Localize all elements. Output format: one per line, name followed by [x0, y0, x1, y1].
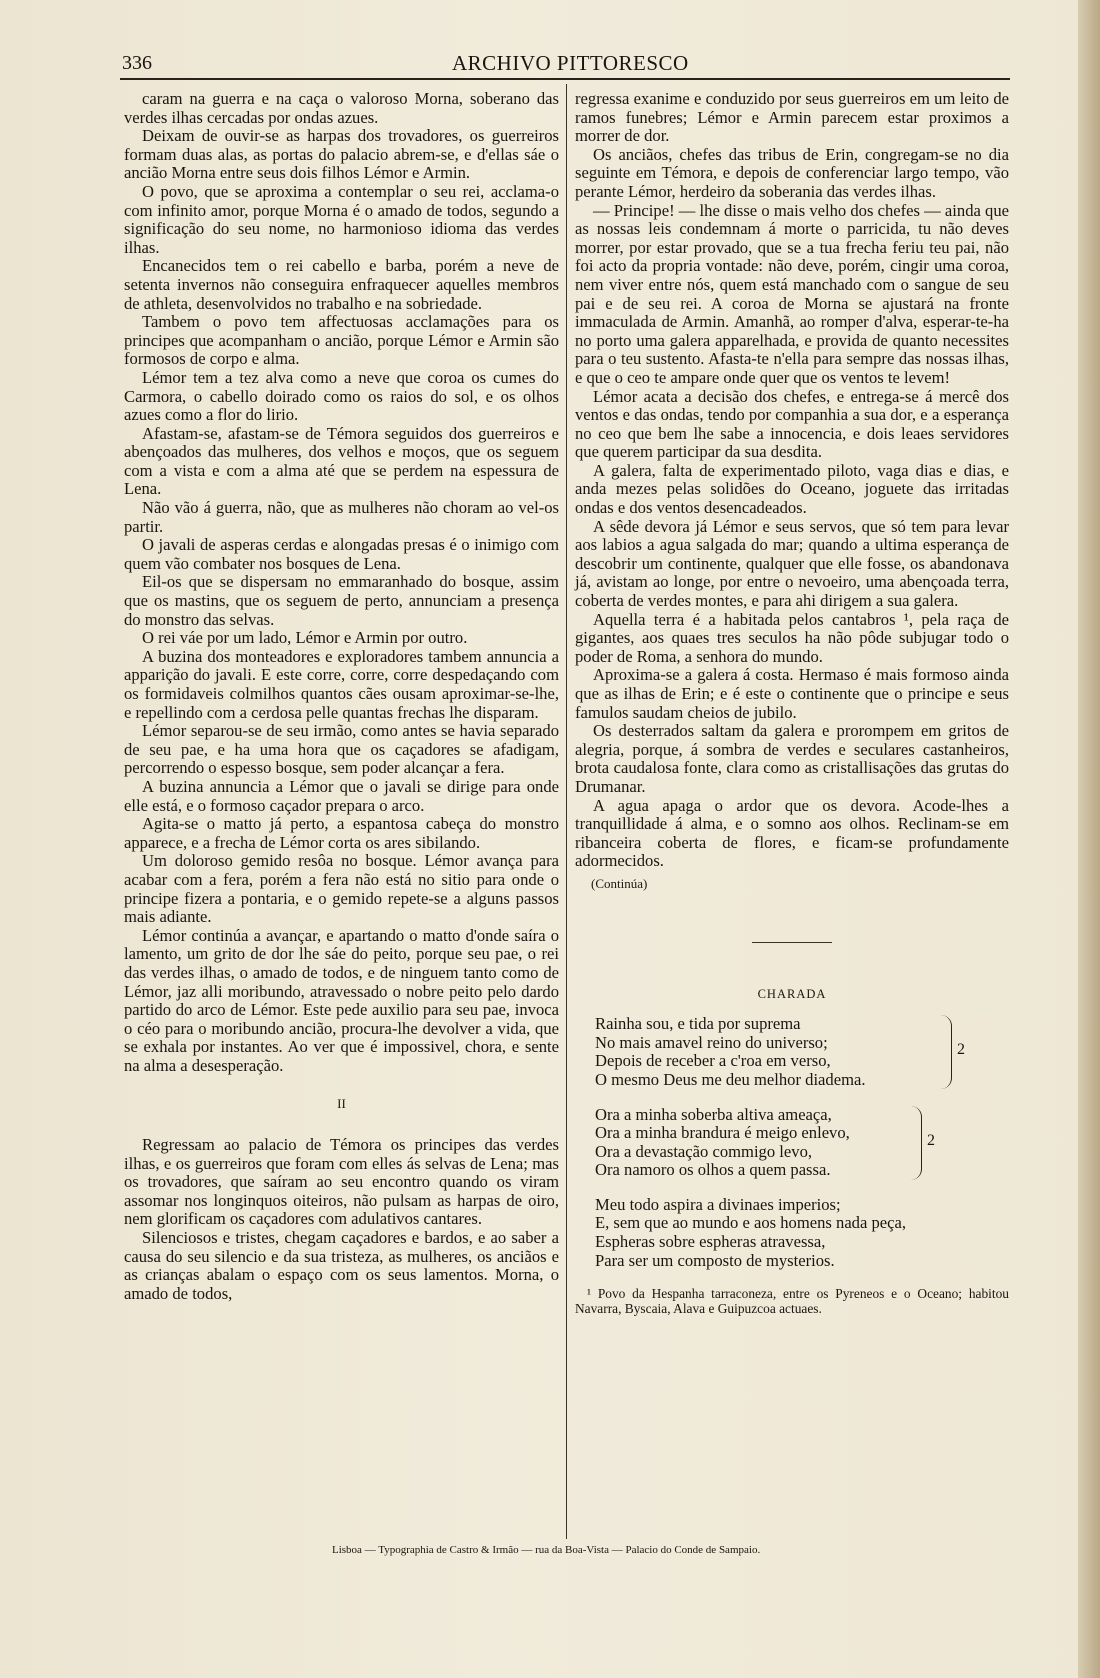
- right-column: [575, 90, 1009, 1316]
- verse-line: Depois de receber a c'roa em verso,: [595, 1051, 831, 1071]
- charada-stanza-1: [595, 1015, 1009, 1089]
- paragraph: Tambem o povo tem affectuosas acclamações para os principes que acompanham o ancião, porque Lémor e Armin são formosos de corpo e alma.: [124, 312, 559, 369]
- paragraph: A sêde devora já Lémor e seus servos, que só tem para levar aos labios a agua salgada do mar; quando a ultima esperança de descobrir um continente, qualquer que elle fosse, os abandonava já, avistam ao longe, por entre o nevoeiro, uma abençoada terra, coberta de verdes montes, e para ahi dirigem a sua galera.: [575, 516, 1009, 611]
- paragraph: O rei váe por um lado, Lémor e Armin por outro.: [142, 628, 468, 648]
- column-divider: [566, 84, 567, 1539]
- charada-title: CHARADA: [757, 986, 827, 1001]
- verse-line: Ora a devastação commigo levo,: [595, 1141, 813, 1161]
- syllable-count: 2: [957, 1041, 965, 1059]
- paragraph: — Principe! — lhe disse o mais velho dos chefes — ainda que as nossas leis condemnam á morte o parricida, tu não deves morrer, por estar provado, que se a tua frecha feriu teu pai, não foi acto da propria vontade: não deve, porém, cingir uma coroa, nem viver entre nós, quem está manchado com o sangue de seu pai e de seu rei. A coroa de Morna se ajustará na fronte immaculada de Armin. Amanhã, ao romper d'alva, esperar-te-ha no porto uma galera apparelhada, e provida de quanto necessites para o teu sustento. Afasta-te n'ella para sempre das nossas ilhas, e que o ceo te ampare onde quer que os ventos te levem!: [575, 200, 1009, 387]
- paragraph: regressa exanime e conduzido por seus guerreiros em um leito de ramos funebres; Lémor e Armin parecem estar proximos a morrer de dor.: [575, 89, 1009, 146]
- paragraph: O javali de asperas cerdas e alongadas presas é o inimigo com quem vão combater nos bosques de Lena.: [124, 535, 559, 573]
- paragraph: Afastam-se, afastam-se de Témora seguidos dos guerreiros e abençoados das mulheres, dos velhos e moços, que os seguem com a vista e com a alma até que se perdem na espessura de Lena.: [124, 423, 559, 499]
- paragraph: Aquella terra é a habitada pelos cantabros ¹, pela raça de gigantes, aos quaes tres seculos ha não pôde subjugar todo o poder de Roma, a senhora do mundo.: [575, 609, 1009, 666]
- paragraph: Silenciosos e tristes, chegam caçadores e bardos, e ao saber a causa do seu silencio e da sua tristeza, as mulheres, os anciãos e as crianças abalam o espaço com os seus lamentos. Morna, o amado de todos,: [124, 1228, 559, 1303]
- continued-note: (Continúa): [591, 875, 648, 891]
- paragraph: A buzina dos monteadores e exploradores tambem annuncia a apparição do javali. E este corre, corre, corre despedaçando com os formidaveis colmilhos quantos cães ousam aproximar-se-lhe, e repellindo com a cerdosa pelle quantas frechas lhe disparam.: [124, 646, 559, 722]
- charada-stanza-2: [595, 1106, 1009, 1180]
- paragraph: A agua apaga o ardor que os devora. Acode-lhes a tranquillidade á alma, e o somno aos olhos. Reclinam-se em ribanceira coberta de flores, e ficam-se profundamente adormecidos.: [575, 795, 1009, 871]
- left-column: [124, 90, 559, 1303]
- section-numeral: II: [337, 1096, 346, 1112]
- imprint-line: Lisboa — Typographia de Castro & Irmão — rua da Boa-Vista — Palacio do Conde de Sampaio.: [332, 1544, 761, 1556]
- paragraph: Deixam de ouvir-se as harpas dos trovadores, os guerreiros formam duas alas, as portas do palacio abrem-se, e d'ellas sáe o ancião Morna entre seus dois filhos Lémor e Armin.: [124, 126, 559, 183]
- paragraph: Os anciãos, chefes das tribus de Erin, congregam-se no dia seguinte em Témora, e depois de conferenciar largo tempo, vão perante Lémor, herdeiro da soberania das verdes ilhas.: [575, 144, 1009, 201]
- verse-line: Espheras sobre espheras atravessa,: [595, 1232, 826, 1252]
- paragraph: Não vão á guerra, não, que as mulheres não choram ao vel-os partir.: [124, 498, 559, 536]
- paragraph: A buzina annuncia a Lémor que o javali se dirige para onde elle está, e o formoso caçador prepara o arco.: [124, 776, 559, 815]
- header-rule: [120, 78, 1010, 80]
- paragraph: Regressam ao palacio de Témora os principes das verdes ilhas, e os guerreiros que foram com elles ás selvas de Lena; mas os trovadores, que saíram ao seu encontro quando os viram assomar nos longinquos oiteiros, não pulsam as harpas de oiro, nem glorificam os caçadores com adulativos cantares.: [124, 1135, 559, 1229]
- running-title: ARCHIVO PITTORESCO: [452, 51, 689, 75]
- verse-line: O mesmo Deus me deu melhor diadema.: [595, 1069, 866, 1089]
- brace: [941, 1015, 952, 1089]
- paragraph: Lémor acata a decisão dos chefes, e entrega-se á mercê dos ventos e das ondas, tendo por companhia a sua dor, e a esperança no ceo que bem lhe sabe a innocencia, e dois leaes servidores que querem participar da sua desdita.: [575, 386, 1009, 462]
- paragraph: Lémor separou-se de seu irmão, como antes se havia separado de seu pae, e ha uma hora que os caçadores se afadigam, percorrendo o espesso bosque, sem poder alcançar a fera.: [124, 721, 559, 778]
- paragraph: Aproxima-se a galera á costa. Hermaso é mais formoso ainda que as ilhas de Erin; e é este o continente que o principe e seus famulos saudam cheios de jubilo.: [575, 665, 1009, 722]
- verse-line: Ora a minha brandura é meigo enlevo,: [595, 1123, 850, 1143]
- page-header: [122, 48, 1010, 82]
- page-spine-edge: [1078, 0, 1100, 1678]
- paragraph: Os desterrados saltam da galera e prorompem em gritos de alegria, porque, á sombra de verdes e seculares castanheiros, brota caudalosa fonte, clara como as cristallisações das grutas do Drumanar.: [575, 721, 1009, 796]
- verse-line: E, sem que ao mundo e aos homens nada peça,: [595, 1213, 907, 1233]
- verse-line: Meu todo aspira a divinaes imperios;: [595, 1194, 841, 1214]
- verse-line: No mais amavel reino do universo;: [595, 1032, 828, 1052]
- paragraph: Eil-os que se dispersam no emmaranhado do bosque, assim que os mastins, que os seguem de perto, annunciam a presença do monstro das selvas.: [124, 572, 559, 629]
- verse-line: Ora namoro os olhos a quem passa.: [595, 1160, 831, 1180]
- verse-line: Rainha sou, e tida por suprema: [595, 1014, 801, 1034]
- paragraph: Encanecidos tem o rei cabello e barba, porém a neve de setenta invernos não conseguira enfraquecer aquelles membros de athleta, desenvolvidos no trabalho e na sobriedade.: [124, 256, 559, 313]
- paragraph: Agita-se o matto já perto, a espantosa cabeça do monstro apparece, e a frecha de Lémor corta os ares sibilando.: [124, 814, 559, 852]
- verse-line: Ora a minha soberba altiva ameaça,: [595, 1104, 832, 1124]
- paragraph: Um doloroso gemido resôa no bosque. Lémor avança para acabar com a fera, porém a fera não está no sitio para onde o principe fizera a pontaria, e o gemido repete-se a alguns passos mais adiante.: [124, 851, 559, 927]
- verse-line: Para ser um composto de mysterios.: [595, 1250, 835, 1270]
- paragraph: Lémor tem a tez alva como a neve que coroa os cumes do Carmora, o cabello doirado como os raios do sol, e os olhos azues como a flor do lirio.: [124, 367, 559, 425]
- brace: [911, 1106, 922, 1180]
- paragraph: caram na guerra e na caça o valoroso Morna, soberano das verdes ilhas cercadas por ondas azues.: [124, 89, 559, 127]
- paragraph: Lémor continúa a avançar, e apartando o matto d'onde saíra o lamento, um grito de dor lhe sáe do peito, porque seu pae, o rei das verdes ilhas, o amado de todos, e de ninguem tanto como de Lémor, jaz alli moribundo, atravessado o nobre peito pelo dardo partido do arco de Lémor. Este pede auxilio para seu pae, invoca o céo para o moribundo ancião, procura-lhe devolver a vida, que se exhala por instantes. Ao ver que é impossivel, chora, e sente na alma a desesperação.: [124, 925, 559, 1075]
- footnote: ¹ Povo da Hespanha tarraconeza, entre os Pyreneos e o Oceano; habitou Navarra, Byscaia, Alava e Guipuzcoa actuaes.: [575, 1286, 1009, 1317]
- syllable-count: 2: [927, 1131, 935, 1149]
- paragraph: A galera, falta de experimentado piloto, vaga dias e dias, e anda mezes pelas solidões do Oceano, joguete das irritadas ondas e dos ventos desencadeados.: [575, 460, 1009, 518]
- paragraph: O povo, que se aproxima a contemplar o seu rei, acclama-o com infinito amor, porque Morna é o amado de todos, segundo a significação do seu nome, no harmonioso idioma das verdes ilhas.: [124, 181, 559, 257]
- charada-stanza-3: [595, 1196, 1009, 1270]
- separator-rule: [752, 942, 832, 943]
- page-number: 336: [122, 52, 152, 74]
